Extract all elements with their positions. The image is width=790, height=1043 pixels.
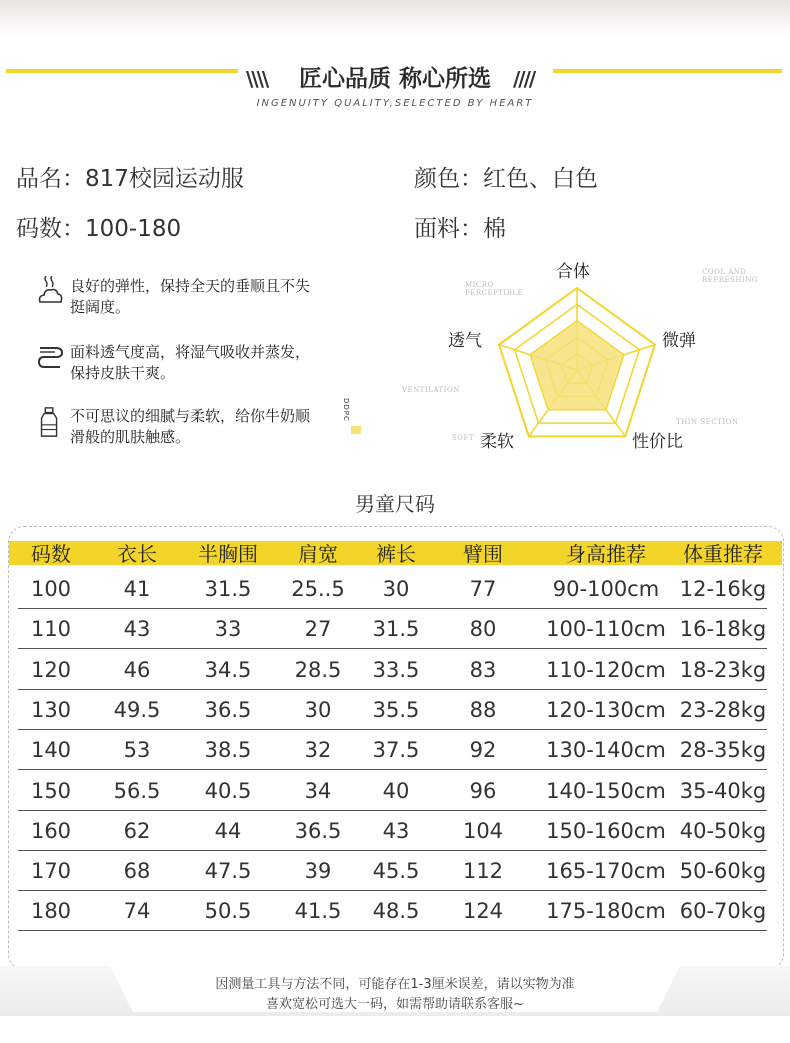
table-cell: 150-160cm: [546, 818, 666, 843]
table-cell: 100-110cm: [546, 617, 666, 642]
header-slash-left: \\\\: [246, 67, 268, 91]
table-cell: 60-70kg: [679, 899, 767, 924]
table-cell: 28-35kg: [679, 738, 767, 763]
table-cell: 27: [304, 617, 332, 642]
radar-label-breathable: 透气: [448, 331, 482, 351]
table-cell: 43: [123, 617, 151, 642]
table-cell: 18-23kg: [679, 657, 767, 682]
table-row: [18, 770, 767, 811]
table-cell: 50-60kg: [679, 859, 767, 884]
table-cell: 62: [123, 818, 151, 843]
radar-label-stretch: 微弹: [662, 331, 696, 351]
table-row: [18, 689, 767, 730]
column-header: 身高推荐: [566, 542, 646, 566]
table-cell: 165-170cm: [546, 859, 666, 884]
table-cell: 120: [30, 657, 72, 682]
table-cell: 130-140cm: [546, 738, 666, 763]
table-cell: 48.5: [372, 899, 420, 924]
table-cell: 41: [123, 577, 151, 601]
table-cell: 56.5: [113, 778, 161, 803]
feature-text: 不可思议的细腻与柔软，给你牛奶顺滑般的肌肤触感。: [70, 407, 311, 446]
table-cell: 44: [214, 818, 242, 843]
column-header: 肩宽: [298, 542, 338, 566]
table-cell: 90-100cm: [552, 577, 660, 601]
column-header: 衣长: [117, 542, 157, 566]
product-size-range: 码数：100-180: [16, 216, 182, 242]
table-cell: 28.5: [294, 657, 342, 682]
table-cell: 96: [469, 778, 497, 803]
table-cell: 83: [469, 657, 497, 682]
table-cell: 30: [382, 577, 410, 601]
table-cell: 175-180cm: [546, 899, 666, 924]
table-row: [18, 649, 767, 690]
table-cell: 100: [30, 577, 72, 601]
column-header: 臂围: [463, 542, 503, 566]
column-header: 裤长: [376, 542, 416, 566]
table-cell: 38.5: [204, 738, 252, 763]
table-cell: 160: [30, 818, 72, 843]
product-color: 颜色：红色、白色: [414, 166, 598, 192]
table-cell: 140: [30, 738, 72, 763]
feature-elasticity: [36, 276, 320, 318]
table-cell: 33.5: [372, 657, 420, 682]
top-shadow: [0, 0, 790, 38]
table-cell: 53: [123, 738, 151, 763]
table-row: [18, 890, 767, 931]
table-cell: 49.5: [113, 697, 161, 722]
table-row: [18, 568, 767, 609]
table-cell: 110-120cm: [546, 657, 666, 682]
table-row: [18, 810, 767, 851]
table-cell: 150: [30, 778, 72, 803]
table-cell: 47.5: [204, 859, 252, 884]
feature-softness: [36, 406, 320, 448]
table-cell: 110: [30, 617, 72, 642]
page-subtitle: INGENUITY QUALITY,SELECTED BY HEART: [256, 98, 534, 109]
ghost-label-micro: MICRO PERCEPTIBLE: [465, 281, 524, 297]
radar-label-value: 性价比: [632, 432, 683, 452]
feature-text: 良好的弹性，保持全天的垂顺且不失挺阔度。: [70, 277, 311, 316]
table-cell: 140-150cm: [546, 778, 666, 803]
table-cell: 74: [123, 899, 151, 924]
table-row: [18, 608, 767, 649]
feature-breathable: [36, 342, 320, 384]
size-table-title: 男童尺码: [355, 492, 435, 516]
ghost-label-thin: THIN SECTION: [676, 418, 739, 426]
table-cell: 80: [469, 617, 497, 642]
table-cell: 31.5: [204, 577, 252, 601]
table-cell: 40-50kg: [679, 818, 767, 843]
table-cell: 130: [30, 697, 72, 722]
table-cell: 112: [462, 859, 504, 884]
table-cell: 88: [469, 697, 497, 722]
table-cell: 104: [462, 818, 504, 843]
table-cell: 77: [469, 577, 497, 601]
table-row: [18, 850, 767, 891]
table-cell: 40.5: [204, 778, 252, 803]
table-cell: 31.5: [372, 617, 420, 642]
cloud-spring-icon: [36, 276, 64, 308]
ghost-label-cool: COOL AND REFRESHING: [702, 268, 758, 284]
table-cell: 35.5: [372, 697, 420, 722]
milk-bottle-icon: [36, 406, 64, 438]
table-cell: 25..5: [291, 577, 345, 601]
table-cell: 12-16kg: [679, 577, 767, 601]
table-cell: 68: [123, 859, 151, 884]
table-row: [18, 729, 767, 770]
table-cell: 36.5: [204, 697, 252, 722]
column-header: 码数: [31, 542, 71, 566]
table-cell: 23-28kg: [679, 697, 767, 722]
wave-icon: [36, 342, 64, 374]
table-cell: 33: [214, 617, 242, 642]
radar-label-fit: 合体: [556, 262, 590, 282]
ghost-label-ventilation: VENTILATION: [402, 386, 460, 394]
feature-text: 面料透气度高，将湿气吸收并蒸发，保持皮肤干爽。: [70, 343, 311, 382]
radar-fill: [530, 321, 624, 410]
table-cell: 36.5: [294, 818, 342, 843]
product-material: 面料：棉: [414, 216, 506, 242]
table-cell: 30: [304, 697, 332, 722]
page-title: 匠心品质 称心所选: [298, 66, 491, 92]
table-cell: 40: [382, 778, 410, 803]
table-cell: 16-18kg: [679, 617, 767, 642]
table-cell: 34.5: [204, 657, 252, 682]
table-cell: 50.5: [204, 899, 252, 924]
table-cell: 180: [30, 899, 72, 924]
table-cell: 32: [304, 738, 332, 763]
table-cell: 34: [304, 778, 332, 803]
table-cell: 41.5: [294, 899, 342, 924]
column-header: 半胸围: [198, 542, 258, 566]
table-cell: 120-130cm: [546, 697, 666, 722]
table-cell: 39: [304, 859, 332, 884]
table-cell: 46: [123, 657, 151, 682]
side-brand-mark: DDPC: [342, 398, 350, 422]
table-cell: 170: [30, 859, 72, 884]
footer-note-1: 因测量工具与方法不同，可能存在1-3厘米误差，请以实物为准: [215, 977, 575, 992]
footer-note-2: 喜欢宽松可选大一码，如需帮助请联系客服~: [266, 997, 524, 1012]
table-cell: 124: [462, 899, 504, 924]
product-name: 品名：817校园运动服: [16, 166, 244, 192]
header-slash-right: ////: [513, 67, 535, 91]
table-cell: 35-40kg: [679, 778, 767, 803]
table-cell: 43: [382, 818, 410, 843]
column-header: 体重推荐: [683, 542, 763, 566]
ghost-label-soft: SOFT: [452, 434, 475, 442]
table-cell: 92: [469, 738, 497, 763]
table-cell: 37.5: [372, 738, 420, 763]
side-brand-bar: [351, 426, 361, 434]
radar-label-soft: 柔软: [480, 432, 514, 452]
table-cell: 45.5: [372, 859, 420, 884]
